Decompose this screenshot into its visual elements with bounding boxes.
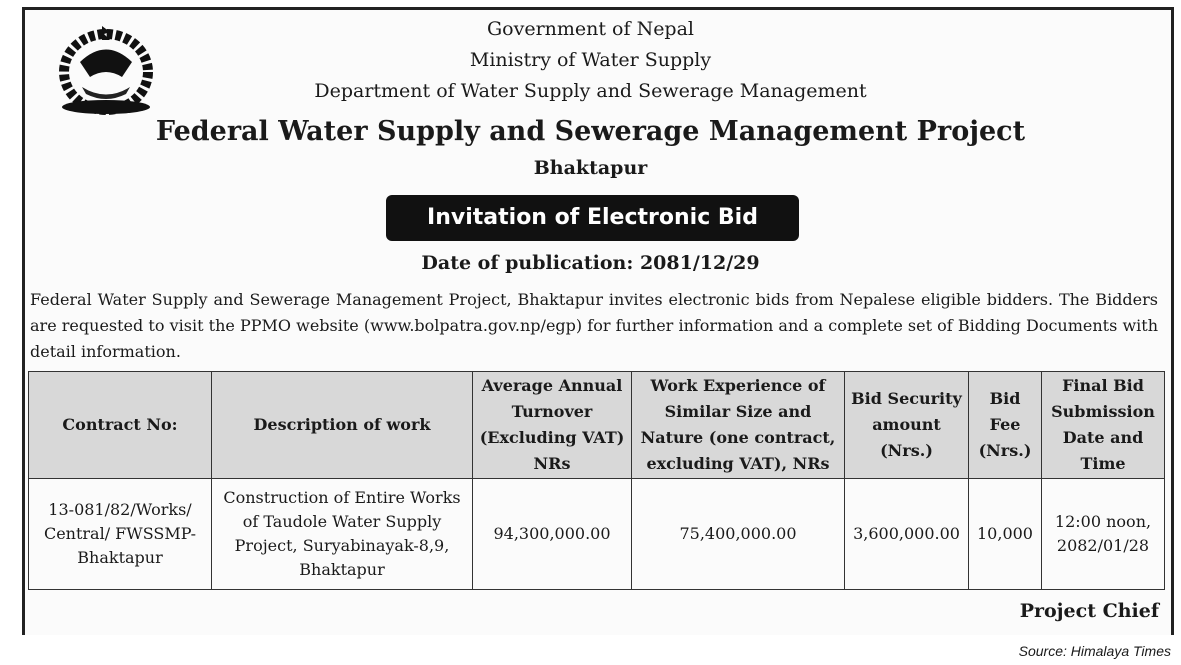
header-department: Department of Water Supply and Sewerage Management — [314, 80, 867, 102]
col-bid-security: Bid Security amount (Nrs.) — [845, 372, 969, 479]
header-government: Government of Nepal — [486, 18, 695, 40]
header-ministry: Ministry of Water Supply — [469, 49, 712, 71]
cell-bid-security: 3,600,000.00 — [845, 479, 969, 590]
header-project: Federal Water Supply and Sewerage Management Project — [155, 116, 1026, 147]
notice-body: Federal Water Supply and Sewerage Management Project, Bhaktapur invites electronic bids from Nepalese eligible bidders. The Bidders are requested to visit the PPMO website (www.bolpatra.gov.np/egp) for further information and a complete set of Bidding Documents with detail information. — [30, 290, 1158, 361]
source-credit: Source: Himalaya Times — [1018, 643, 1171, 659]
cell-work-experience: 75,400,000.00 — [632, 479, 845, 590]
col-turnover: Average Annual Turnover (Excluding VAT) NRs — [473, 372, 632, 479]
bid-table — [28, 371, 1165, 590]
table-header-row — [29, 372, 1165, 479]
signature: Project Chief — [1019, 600, 1159, 622]
publication-date: Date of publication: 2081/12/29 — [421, 252, 760, 274]
notice-banner: Invitation of Electronic Bid — [386, 195, 799, 241]
cell-submission-date: 12:00 noon, 2082/01/28 — [1042, 479, 1165, 590]
table-row — [29, 479, 1165, 590]
col-work-experience: Work Experience of Similar Size and Nature (one contract, excluding VAT), NRs — [632, 372, 845, 479]
cell-contract-no: 13-081/82/Works/ Central/ FWSSMP-Bhaktapur — [29, 479, 212, 590]
col-contract-no: Contract No: — [29, 372, 212, 479]
cell-turnover: 94,300,000.00 — [473, 479, 632, 590]
col-description: Description of work — [212, 372, 473, 479]
cell-description: Construction of Entire Works of Taudole Water Supply Project, Suryabinayak-8,9, Bhaktapur — [212, 479, 473, 590]
col-submission-date: Final Bid Submission Date and Time — [1042, 372, 1165, 479]
header-location: Bhaktapur — [533, 157, 648, 179]
cell-bid-fee: 10,000 — [969, 479, 1042, 590]
col-bid-fee: Bid Fee (Nrs.) — [969, 372, 1042, 479]
